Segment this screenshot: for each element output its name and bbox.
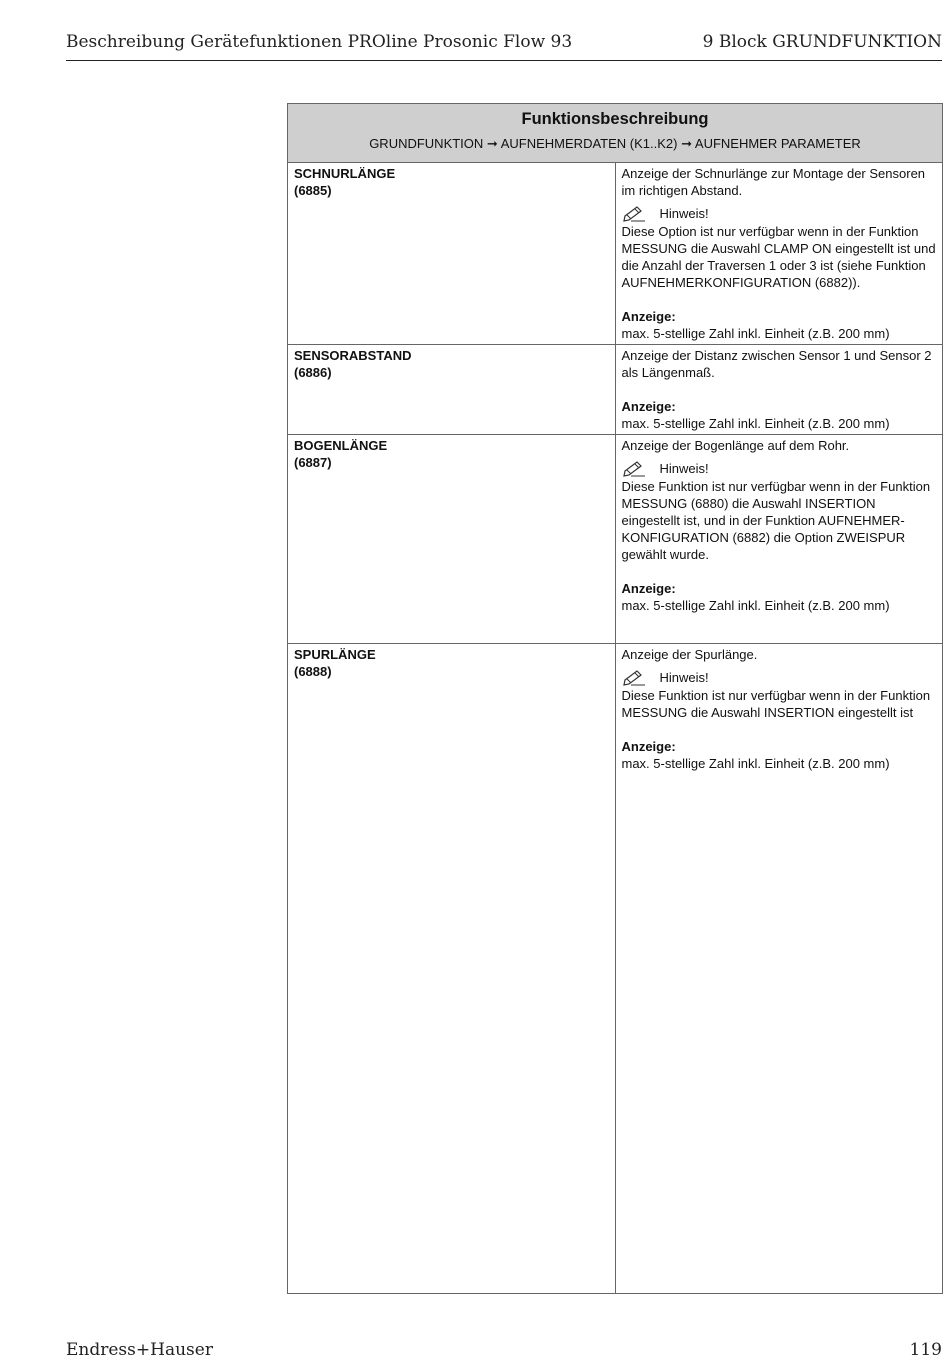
description-intro: Anzeige der Schnurlänge zur Montage der Sensoren im richtigen Abstand. — [621, 166, 926, 198]
note-label: Hinweis! — [659, 205, 709, 221]
display-label: Anzeige: — [621, 581, 676, 596]
path-aufnehmerdaten: AUFNEHMERDATEN (K1..K2) — [500, 136, 678, 151]
pencil-note-icon — [622, 669, 646, 686]
table-title: Funktionsbeschreibung — [521, 110, 709, 128]
pencil-note-icon — [622, 460, 646, 477]
table-row — [288, 163, 943, 345]
header-chapter-title: 9 Block GRUNDFUNKTION — [702, 32, 942, 52]
function-name: SCHNURLÄNGE — [294, 166, 396, 181]
note-text: Diese Option ist nur verfügbar wenn in der Funktion MESSUNG die Auswahl CLAMP ON eingestellt ist und die Anzahl der Traversen 1 oder 3 ist (siehe Funktion AUFNEHMERKONFIGURATION (6882)). — [621, 224, 936, 290]
function-code: (6886) — [294, 365, 332, 380]
note-text: Diese Funktion ist nur verfügbar wenn in der Funktion MESSUNG die Auswahl INSERTION eingestellt ist — [621, 688, 931, 720]
display-label: Anzeige: — [621, 399, 676, 414]
footer-brand: Endress+Hauser — [66, 1340, 213, 1360]
note-header — [622, 458, 937, 478]
table-row — [288, 345, 943, 435]
function-description-cell — [615, 644, 943, 1294]
description-intro: Anzeige der Distanz zwischen Sensor 1 und Sensor 2 als Längenmaß. — [621, 348, 932, 380]
note-text: Diese Funktion ist nur verfügbar wenn in der Funktion MESSUNG (6880) die Auswahl INSERTION eingestellt ist, und in der Funktion AUFNEHMER-KONFIGURATION (6882) die Option ZWEISPUR gewählt wurde. — [621, 479, 931, 562]
note-label: Hinweis! — [659, 669, 709, 685]
menu-path — [294, 135, 936, 152]
function-name-cell — [288, 345, 616, 435]
function-description-cell — [615, 435, 943, 644]
function-code: (6887) — [294, 455, 332, 470]
description-intro: Anzeige der Bogenlänge auf dem Rohr. — [621, 438, 850, 453]
arrow-right-icon: ➞ — [681, 136, 692, 151]
display-text: max. 5-stellige Zahl inkl. Einheit (z.B. 200 mm) — [621, 598, 890, 613]
function-code: (6885) — [294, 183, 332, 198]
display-label: Anzeige: — [621, 309, 676, 324]
function-name-cell — [288, 435, 616, 644]
function-name-cell — [288, 163, 616, 345]
page-header — [66, 30, 942, 61]
function-code: (6888) — [294, 664, 332, 679]
note-header — [622, 203, 937, 223]
header-document-title: Beschreibung Gerätefunktionen PROline Prosonic Flow 93 — [66, 32, 573, 52]
display-label: Anzeige: — [621, 739, 676, 754]
pencil-note-icon — [622, 205, 646, 222]
table-row — [288, 644, 943, 1294]
description-intro: Anzeige der Spurlänge. — [621, 647, 758, 662]
table-row — [288, 435, 943, 644]
function-name: SENSORABSTAND — [294, 348, 412, 363]
arrow-right-icon: ➞ — [486, 136, 498, 151]
table-header-row — [288, 104, 943, 163]
note-label: Hinweis! — [659, 460, 709, 476]
function-description-cell — [615, 163, 943, 345]
table-header — [288, 104, 943, 163]
display-text: max. 5-stellige Zahl inkl. Einheit (z.B. 200 mm) — [621, 416, 890, 431]
function-name-cell — [288, 644, 616, 1294]
function-name: SPURLÄNGE — [294, 647, 376, 662]
function-description-cell — [615, 345, 943, 435]
path-grundfunktion: GRUNDFUNKTION — [369, 136, 484, 151]
footer-page-number: 119 — [909, 1340, 942, 1360]
path-aufnehmer-parameter: AUFNEHMER PARAMETER — [694, 136, 861, 151]
function-description-table — [287, 103, 943, 1294]
note-header — [622, 667, 937, 687]
display-text: max. 5-stellige Zahl inkl. Einheit (z.B. 200 mm) — [621, 326, 890, 341]
display-text: max. 5-stellige Zahl inkl. Einheit (z.B. 200 mm) — [621, 756, 890, 771]
function-name: BOGENLÄNGE — [294, 438, 388, 453]
